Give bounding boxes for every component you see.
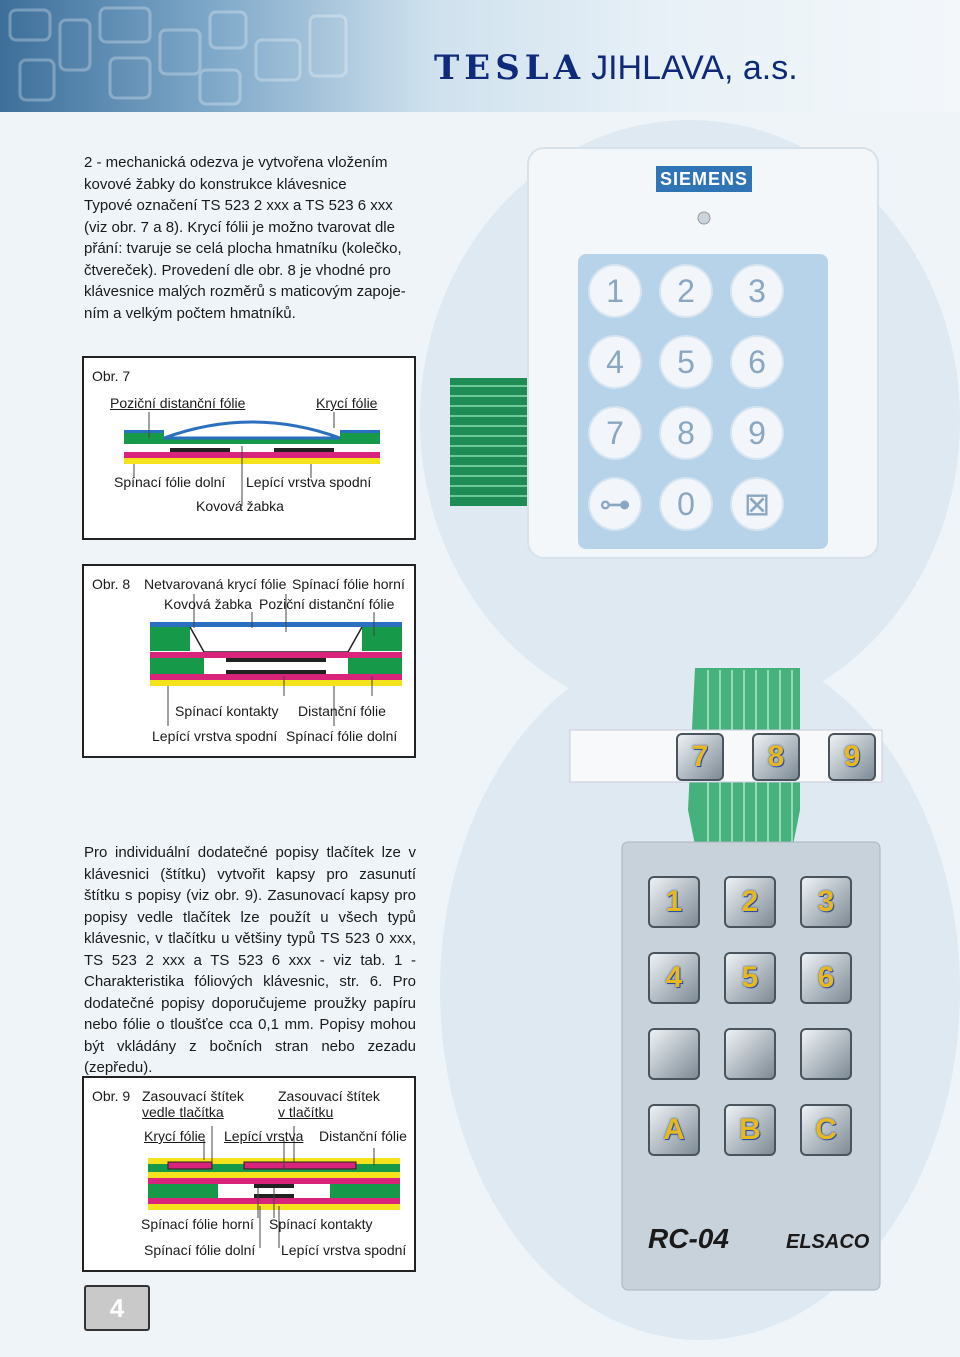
strip-key-row: [664, 733, 884, 779]
label-lepici-vrstva-spodni: Lepící vrstva spodní: [246, 474, 372, 490]
siemens-key[interactable]: ⊠: [732, 479, 782, 529]
rc04-key[interactable]: [800, 1028, 852, 1080]
text-line: ním a velkým počtem hmatníků.: [84, 304, 296, 322]
paragraph-mechanical-response: [84, 152, 416, 324]
rc04-key[interactable]: 5: [724, 952, 776, 1004]
label-distancni-folie: Distanční fólie: [298, 703, 386, 719]
label-zasouvaci-stitek-v: Zasouvací štítek: [278, 1088, 380, 1104]
siemens-key[interactable]: 7: [590, 408, 640, 458]
siemens-key[interactable]: 8: [661, 408, 711, 458]
siemens-key[interactable]: 9: [732, 408, 782, 458]
label-spinaci-folie-dolni: Spínací fólie dolní: [286, 728, 398, 744]
label-pozicni-distancni-folie: Poziční distanční fólie: [259, 596, 395, 612]
paragraph-pockets: Pro individuální dodatečné popisy tlačítek lze v klávesnici (štítku) vytvořit kapsy pro zasunutí štítku s popisy (viz obr. 9). Zasunovací kapsy pro popisy vedle tlačítek lze použít u všech typů klávesnic, v tlačítku u většiny typů TS 523 0 xxx, TS 523 2 xxx a TS 523 6 xxx - viz tab. 1 - Charakteristika fóliových klávesnic, str. 6. Pro dodatečné popisy doporučujeme proužky papíru nebo fólie o tloušťce cca 0,1 mm. Popisy mohou být vkládány z bočních stran nebo zezadu (zepředu).: [84, 844, 416, 1076]
label-spinaci-kontakty: Spínací kontakty: [175, 703, 279, 719]
siemens-key[interactable]: 2: [661, 266, 711, 316]
siemens-brand: SIEMENS: [659, 169, 749, 189]
logo-tesla: TESLA: [434, 48, 586, 88]
label-v-tlacitku: v tlačítku: [278, 1104, 334, 1120]
label-spinaci-folie-dolni: Spínací fólie dolní: [114, 474, 226, 490]
rc04-key[interactable]: 4: [648, 952, 700, 1004]
header-banner: [0, 0, 960, 112]
label-spinaci-folie-dolni: Spínací fólie dolní: [144, 1242, 256, 1258]
rc04-key[interactable]: [648, 1028, 700, 1080]
label-pozicni-distancni-folie: Poziční distanční fólie: [110, 395, 246, 411]
siemens-key[interactable]: 4: [590, 337, 640, 387]
figure-caption: Obr. 7: [92, 368, 131, 384]
siemens-key[interactable]: 5: [661, 337, 711, 387]
label-lepici-vrstva: Lepící vrstva: [224, 1128, 304, 1144]
figure-caption: Obr. 8: [92, 576, 131, 592]
elsaco-brand: ELSACO: [786, 1231, 870, 1253]
label-kovova-zabka: Kovová žabka: [196, 498, 284, 514]
siemens-key[interactable]: ⊶: [590, 479, 640, 529]
text-line: čtvereček). Provedení dle obr. 8 je vhodné pro: [84, 261, 391, 279]
siemens-key-grid: [590, 266, 824, 552]
rc04-key[interactable]: 2: [724, 876, 776, 928]
logo-jihlava: JIHLAVA, a.s.: [591, 49, 798, 87]
company-logo: [434, 48, 798, 88]
label-spinaci-kontakty: Spínací kontakty: [269, 1216, 373, 1232]
label-distancni-folie: Distanční fólie: [319, 1128, 407, 1144]
rc04-key[interactable]: 3: [800, 876, 852, 928]
label-kovova-zabka: Kovová žabka: [164, 596, 252, 612]
label-netvarovana-kryci-folie: Netvarovaná krycí fólie: [144, 576, 287, 592]
strip-key[interactable]: 9: [828, 733, 876, 781]
siemens-key[interactable]: 0: [661, 479, 711, 529]
rc04-key-grid: [640, 870, 860, 1170]
rc04-key[interactable]: A: [648, 1104, 700, 1156]
rc04-key[interactable]: 1: [648, 876, 700, 928]
rc04-key[interactable]: [724, 1028, 776, 1080]
label-vedle-tlacitka: vedle tlačítka: [142, 1104, 224, 1120]
figure-caption: Obr. 9: [92, 1088, 131, 1104]
label-lepici-vrstva-spodni: Lepící vrstva spodní: [152, 728, 278, 744]
strip-key[interactable]: 7: [676, 733, 724, 781]
rc04-key[interactable]: C: [800, 1104, 852, 1156]
rc04-key[interactable]: 6: [800, 952, 852, 1004]
siemens-key[interactable]: 3: [732, 266, 782, 316]
text-line: přání: tvaruje se celá plocha hmatníku (kolečko,: [84, 240, 402, 257]
model-label: RC-04: [648, 1223, 729, 1254]
strip-key[interactable]: 8: [752, 733, 800, 781]
figure-9: [82, 1076, 416, 1272]
text-line: (viz obr. 7 a 8). Krycí fólii je možno tvarovat dle: [84, 218, 395, 236]
rc04-key[interactable]: B: [724, 1104, 776, 1156]
label-zasouvaci-stitek-vedle: Zasouvací štítek: [142, 1088, 244, 1104]
label-spinaci-folie-horni: Spínací fólie horní: [292, 576, 405, 592]
siemens-key[interactable]: 1: [590, 266, 640, 316]
label-kryci-folie: Krycí fólie: [144, 1128, 206, 1144]
label-kryci-folie: Krycí fólie: [316, 395, 378, 411]
siemens-key[interactable]: 6: [732, 337, 782, 387]
page-number: 4: [84, 1285, 150, 1331]
label-spinaci-folie-horni: Spínací fólie horní: [141, 1216, 254, 1232]
circuit-pattern: [0, 0, 360, 112]
text-line: 2 - mechanická odezva je vytvořena vložením: [84, 154, 388, 171]
text-line: klávesnice malých rozměrů s maticovým zapoje-: [84, 283, 406, 300]
figure-8: [82, 564, 416, 758]
text-line: kovové žabky do konstrukce klávesnice: [84, 175, 347, 193]
figure-7: [82, 356, 416, 540]
text-line: Typové označení TS 523 2 xxx a TS 523 6 xxx: [84, 197, 393, 214]
label-lepici-vrstva-spodni: Lepící vrstva spodní: [281, 1242, 407, 1258]
